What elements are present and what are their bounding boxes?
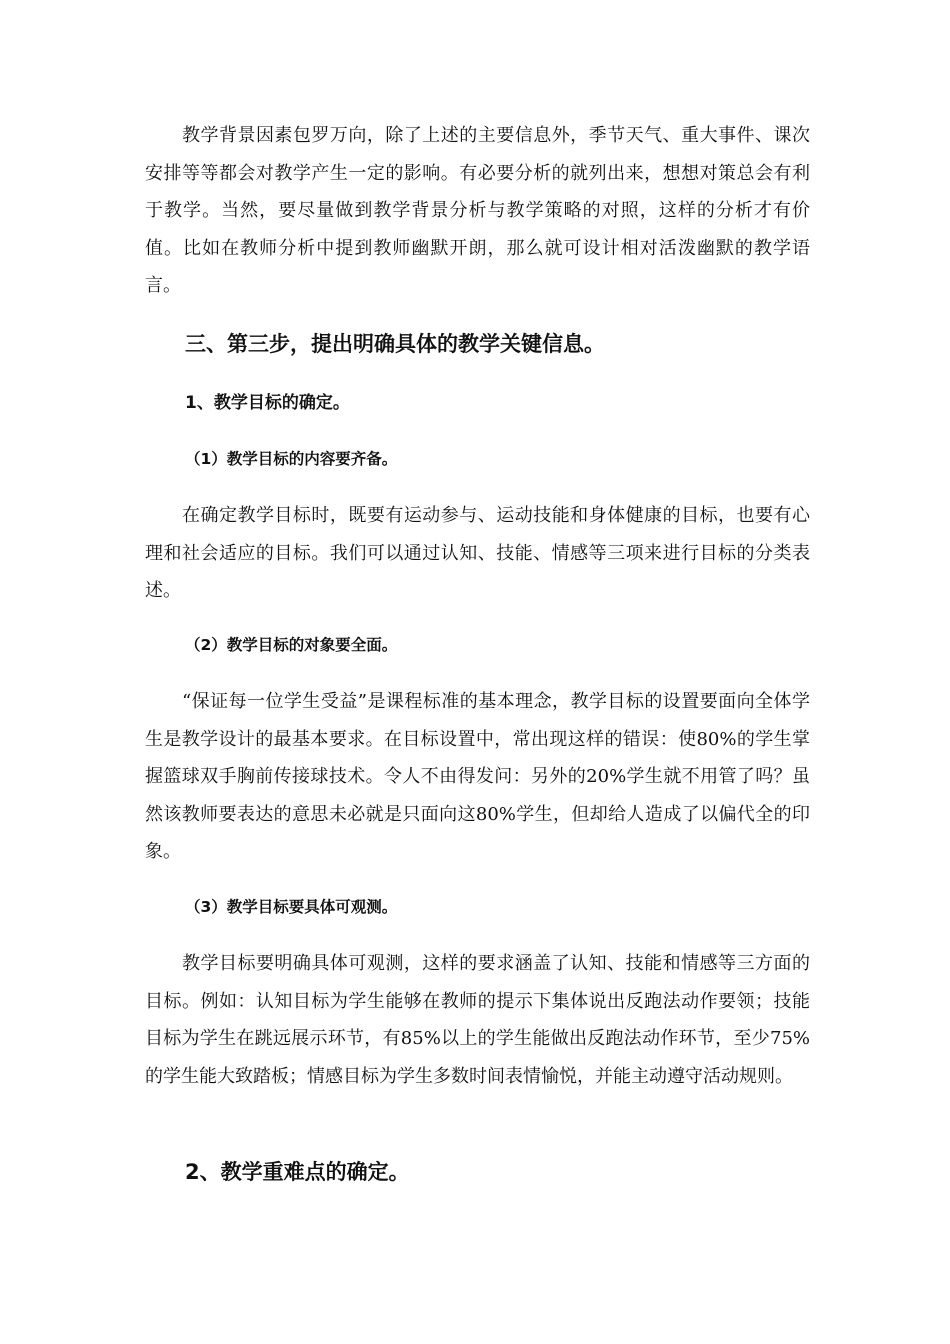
intro-paragraph: 教学背景因素包罗万向，除了上述的主要信息外，季节天气、重大事件、课次安排等等都会对教学产生一定的影响。有必要分析的就列出来，想想对策总会有利于教学。当然，要尽量做到教学背景分析与教学策略的对照，这样的分析才有价值。比如在教师分析中提到教师幽默开朗，那么就可设计相对活泼幽默的教学语言。 bbox=[145, 125, 810, 296]
subsection-teaching-goals-heading: 1、教学目标的确定。 bbox=[185, 393, 350, 413]
item-2-paragraph: “保证每一位学生受益”是课程标准的基本理念，教学目标的设置要面向全体学生是教学设计的最基本要求。在目标设置中，常出现这样的错误：使80%的学生掌握篮球双手胸前传接球技术。令人不由得发问：另外的20%学生就不用管了吗？虽然该教师要表达的意思未必就是只面向这80%学生，但却给人造成了以偏代全的印象。 bbox=[145, 691, 810, 862]
section-three-heading: 三、第三步，提出明确具体的教学关键信息。 bbox=[185, 332, 605, 356]
item-3-heading: （3）教学目标要具体可观测。 bbox=[185, 898, 398, 916]
item-1-paragraph: 在确定教学目标时，既要有运动参与、运动技能和身体健康的目标，也要有心理和社会适应的目标。我们可以通过认知、技能、情感等三项来进行目标的分类表述。 bbox=[145, 505, 810, 601]
item-1-heading: （1）教学目标的内容要齐备。 bbox=[185, 450, 398, 468]
item-3-paragraph: 教学目标要明确具体可观测，这样的要求涵盖了认知、技能和情感等三方面的目标。例如：认知目标为学生能够在教师的提示下集体说出反跑法动作要领；技能目标为学生在跳远展示环节，有85%以上的学生能做出反跑法动作环节，至少75%的学生能大致踏板；情感目标为学生多数时间表情愉悦，并能主动遵守活动规则。 bbox=[145, 953, 810, 1087]
subsection-key-difficult-points-heading: 2、教学重难点的确定。 bbox=[185, 1160, 410, 1184]
item-2-heading: （2）教学目标的对象要全面。 bbox=[185, 636, 398, 654]
